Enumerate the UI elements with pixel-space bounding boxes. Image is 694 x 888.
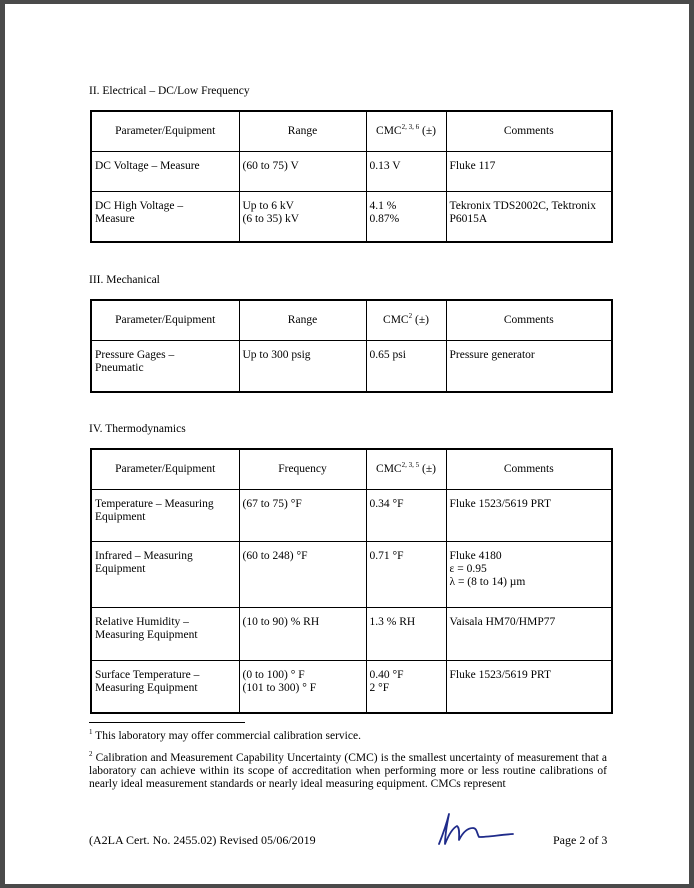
cell-line: Infrared – Measuring <box>95 549 193 562</box>
parameter-cell <box>91 191 239 242</box>
cell-line: P6015A <box>449 212 488 225</box>
cell-line: Vaisala HM70/HMP77 <box>449 615 556 628</box>
cmc-cell <box>366 607 446 660</box>
header-parameter: Parameter/Equipment <box>91 111 239 151</box>
cell-line: Equipment <box>95 562 146 575</box>
header-parameter: Parameter/Equipment <box>91 300 239 340</box>
footer-cert-revision: (A2LA Cert. No. 2455.02) Revised 05/06/2019 <box>89 833 316 847</box>
cmc-cell <box>366 191 446 242</box>
cell-line: Equipment <box>95 510 146 523</box>
footnote-2 <box>89 752 607 791</box>
section-heading-electrical: II. Electrical – DC/Low Frequency <box>89 85 250 97</box>
cell-line: 0.34 °F <box>369 497 404 510</box>
comments-cell <box>446 151 612 191</box>
table-row <box>91 489 612 541</box>
table-row <box>91 607 612 660</box>
cell-line: Pressure generator <box>449 348 535 361</box>
table-row <box>91 660 612 713</box>
cell-line: 4.1 % <box>369 199 397 212</box>
header-parameter: Parameter/Equipment <box>91 449 239 489</box>
comments-cell <box>446 660 612 713</box>
footnote-1-text: This laboratory may offer commercial calibration service. <box>95 730 361 742</box>
parameter-cell <box>91 151 239 191</box>
cell-line: 1.3 % RH <box>369 615 416 628</box>
cell-line: DC High Voltage – <box>95 199 184 212</box>
comments-cell <box>446 541 612 607</box>
cell-line: Measure <box>95 212 135 225</box>
footer-page-number: Page 2 of 3 <box>553 833 608 847</box>
cell-line: Measuring Equipment <box>95 628 198 641</box>
comments-cell <box>446 340 612 392</box>
comments-cell <box>446 607 612 660</box>
cell-line: 0.13 V <box>369 159 401 172</box>
footnote-1 <box>89 730 613 743</box>
comments-cell <box>446 489 612 541</box>
header-cmc: CMC$^{2, 3, 5}$ (±) <box>366 449 446 489</box>
table-row <box>91 151 612 191</box>
footnote-1-marker: 1 <box>89 728 93 737</box>
cell-line: 2 °F <box>369 681 390 694</box>
footnote-2-marker: 2 <box>89 750 93 759</box>
cmc-cell <box>366 541 446 607</box>
range-cell <box>239 607 366 660</box>
range-cell <box>239 541 366 607</box>
cell-line: Temperature – Measuring <box>95 497 214 510</box>
signature-icon <box>433 810 517 848</box>
header-comments: Comments <box>446 300 612 340</box>
parameter-cell <box>91 541 239 607</box>
cell-line: (101 to 300) ° F <box>242 681 317 694</box>
cell-line: Fluke 4180 <box>449 549 502 562</box>
table-header-row <box>91 449 612 489</box>
range-cell <box>239 489 366 541</box>
cell-line: Fluke 1523/5619 PRT <box>449 497 552 510</box>
cmc-cell <box>366 660 446 713</box>
range-cell <box>239 340 366 392</box>
footnote-2-text: Calibration and Measurement Capability Uncertainty (CMC) is the smallest uncertainty of measurement that a laboratory can achieve within its scope of accreditation when performing more or less routine calibrations of nearly ideal measurement standards or nearly ideal measuring equipment. CMCs represent <box>89 752 607 790</box>
comments-cell <box>446 191 612 242</box>
table-row <box>91 191 612 242</box>
electrical-table <box>90 110 613 243</box>
header-cmc: CMC$^{2, 3, 6}$ (±) <box>366 111 446 151</box>
cell-line: λ = (8 to 14) µm <box>449 575 526 588</box>
table-row <box>91 541 612 607</box>
cell-line: Measuring Equipment <box>95 681 198 694</box>
document-page <box>5 4 689 884</box>
cell-line: (60 to 75) V <box>242 159 299 172</box>
cell-line: (60 to 248) °F <box>242 549 308 562</box>
parameter-cell <box>91 489 239 541</box>
footnote-separator <box>89 722 245 723</box>
header-range: Range <box>239 111 366 151</box>
table-header-row <box>91 300 612 340</box>
header-comments: Comments <box>446 111 612 151</box>
cell-line: ε = 0.95 <box>449 562 487 575</box>
cell-line: (67 to 75) °F <box>242 497 302 510</box>
cell-line: 0.87% <box>369 212 400 225</box>
cmc-cell <box>366 489 446 541</box>
cell-line: Up to 6 kV <box>242 199 294 212</box>
cell-line: 0.65 psi <box>369 348 406 361</box>
cell-line: Relative Humidity – <box>95 615 189 628</box>
table-row <box>91 340 612 392</box>
cell-line: (0 to 100) ° F <box>242 668 305 681</box>
section-heading-thermodynamics: IV. Thermodynamics <box>89 423 186 435</box>
cell-line: Tekronix TDS2002C, Tektronix <box>449 199 597 212</box>
parameter-cell <box>91 340 239 392</box>
range-cell <box>239 660 366 713</box>
cmc-cell <box>366 151 446 191</box>
cell-line: (10 to 90) % RH <box>242 615 320 628</box>
parameter-cell <box>91 607 239 660</box>
parameter-cell <box>91 660 239 713</box>
header-frequency: Frequency <box>239 449 366 489</box>
cell-line: (6 to 35) kV <box>242 212 300 225</box>
cell-line: 0.71 °F <box>369 549 404 562</box>
cmc-cell <box>366 340 446 392</box>
thermodynamics-table <box>90 448 613 714</box>
range-cell <box>239 151 366 191</box>
table-header-row <box>91 111 612 151</box>
cell-line: 0.40 °F <box>369 668 404 681</box>
cell-line: Up to 300 psig <box>242 348 311 361</box>
header-cmc: CMC$^2$ (±) <box>366 300 446 340</box>
mechanical-table <box>90 299 613 393</box>
cell-line: Pneumatic <box>95 361 144 374</box>
range-cell <box>239 191 366 242</box>
cell-line: DC Voltage – Measure <box>95 159 200 172</box>
cell-line: Fluke 117 <box>449 159 496 172</box>
cell-line: Fluke 1523/5619 PRT <box>449 668 552 681</box>
header-comments: Comments <box>446 449 612 489</box>
cell-line: Pressure Gages – <box>95 348 175 361</box>
cell-line: Surface Temperature – <box>95 668 200 681</box>
header-range: Range <box>239 300 366 340</box>
section-heading-mechanical: III. Mechanical <box>89 274 160 286</box>
